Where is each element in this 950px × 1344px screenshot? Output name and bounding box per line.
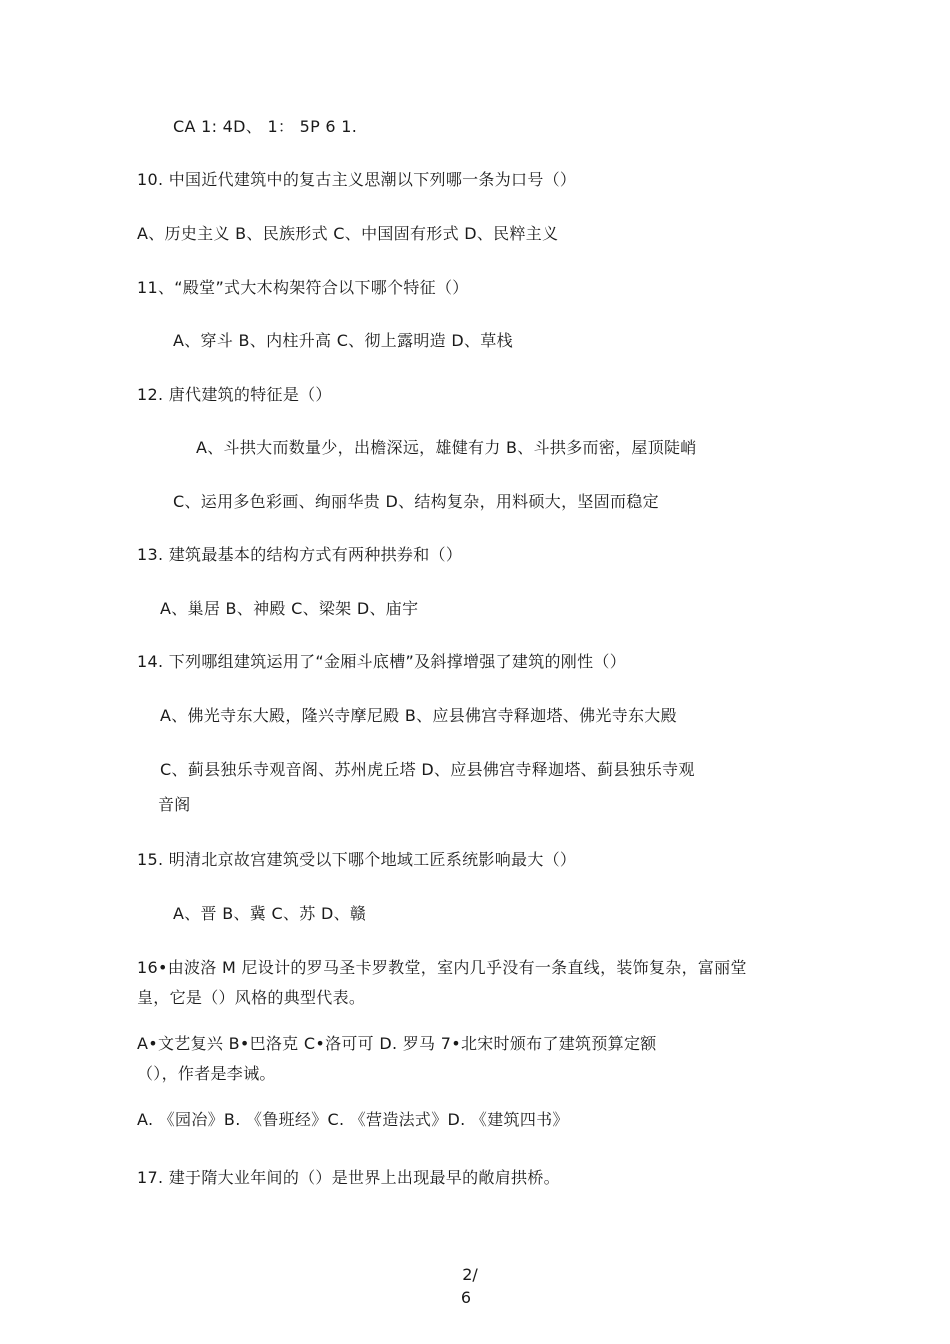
question-14-options-cd: C、蓟县独乐寺观音阁、苏州虎丘塔 D、应县佛宫寺释迦塔、蓟县独乐寺观 xyxy=(160,760,695,779)
question-11-options: A、穿斗 B、内柱升高 C、彻上露明造 D、草栈 xyxy=(173,331,513,350)
question-14-options-ab: A、佛光寺东大殿，隆兴寺摩尼殿 B、应县佛宫寺释迦塔、佛光寺东大殿 xyxy=(160,706,677,725)
question-14-options-cd-continued: 音阁 xyxy=(158,795,191,814)
question-10-options: A、历史主义 B、民族形式 C、中国固有形式 D、民粹主义 xyxy=(137,224,559,243)
question-11: 11、“殿堂”式大木构架符合以下哪个特征（） xyxy=(137,278,469,297)
text-line-garbled-options: CA 1: 4D、 1： 5P 6 1. xyxy=(173,117,358,136)
question-12-options-ab: A、斗拱大而数量少，出檐深远，雄健有力 B、斗拱多而密，屋顶陡峭 xyxy=(196,438,697,457)
question-12-options-cd: C、运用多色彩画、绚丽华贵 D、结构复杂，用料硕大，坚固而稳定 xyxy=(173,492,659,511)
question-13-options: A、巢居 B、神殿 C、梁架 D、庙宇 xyxy=(160,599,419,618)
question-14: 14. 下列哪组建筑运用了“金厢斗底槽”及斜撑增强了建筑的刚性（） xyxy=(137,652,627,671)
question-12: 12. 唐代建筑的特征是（） xyxy=(137,385,332,404)
question-16-options-and-17: A•文艺复兴 B•巴洛克 C•洛可可 D. 罗马 7•北宋时颁布了建筑预算定额 xyxy=(137,1034,657,1053)
question-17-stem-continued: （），作者是李诫。 xyxy=(137,1064,276,1083)
question-10: 10. 中国近代建筑中的复古主义思潮以下列哪一条为口号（） xyxy=(137,170,577,189)
question-13: 13. 建筑最基本的结构方式有两种拱券和（） xyxy=(137,545,463,564)
question-16-continued: 皇，它是（）风格的典型代表。 xyxy=(137,988,366,1007)
question-17-bridge: 17. 建于隋大业年间的（）是世界上出现最早的敞肩拱桥。 xyxy=(137,1168,560,1187)
question-15-options: A、晋 B、冀 C、苏 D、赣 xyxy=(173,904,367,923)
question-17-options: A. 《园冶》B. 《鲁班经》C. 《营造法式》D. 《建筑四书》 xyxy=(137,1110,569,1129)
question-16: 16•由波洛 M 尼设计的罗马圣卡罗教堂，室内几乎没有一条直线，装饰复杂，富丽堂 xyxy=(137,958,747,977)
page-number-bottom: 6 xyxy=(460,1288,472,1307)
page-number-top: 2/ xyxy=(462,1265,478,1284)
question-15: 15. 明清北京故宫建筑受以下哪个地域工匠系统影响最大（） xyxy=(137,850,577,869)
